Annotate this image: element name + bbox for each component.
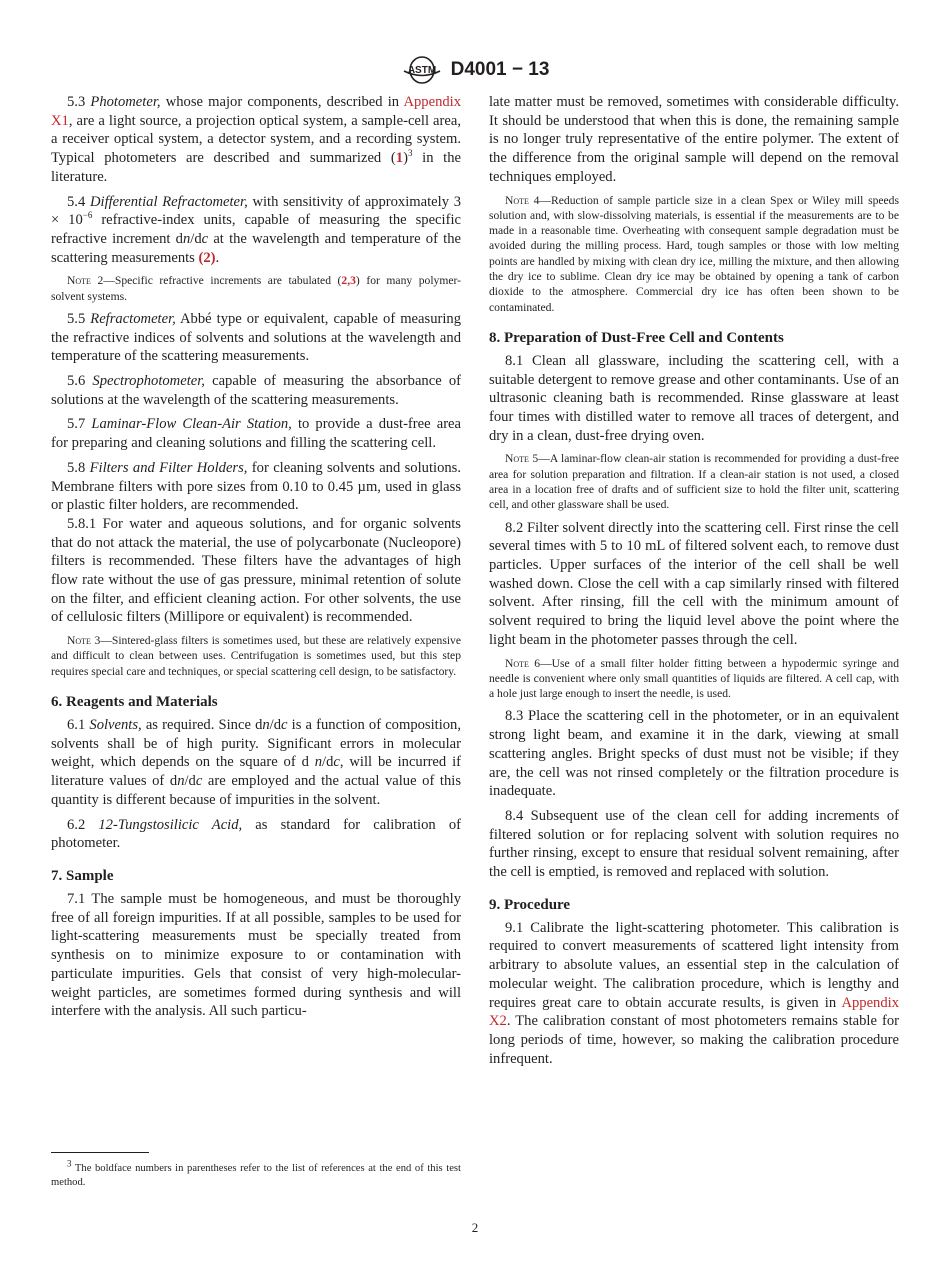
section-7-1-continued: late matter must be removed, sometimes with considerable difficulty. It should be understood that when this is done, the remaining sample is no longer truly representative of the entire polymer. The extent of the difference from the original sample will depend on the removal techniques employed.: [489, 94, 899, 185]
footnote-3-marker: 3: [407, 148, 413, 159]
section-9-1: 9.1 Calibrate the light-scattering photometer. This calibration is required to convert measurements of scattered light intensity from arbitrary to absolute values, an essential step in the calculation of molecular weight. The calibration procedure, which is lengthy and requires great care to obtain accurate results, is given in Appendix X2. The calibration constant of most photometers remains stable for long periods of time, however, so making the calibration procedure infrequent.: [489, 919, 899, 1067]
section-5-3: 5.3 Photometer, whose major components, described in Appendix X1, are a light source, a projection optical system, a sample-cell area, a receiver optical system, a detector system, and a recording system. Typical photometers are described and summarized $(1)^3$ in the literature.: [51, 94, 462, 185]
appendix-x2-link[interactable]: Appendix X2: [489, 994, 899, 1030]
note-5: Note 5—A laminar-flow clean-air station is recommended for providing a dust-free area for solution preparation and filtration. If a clean-air station is not used, a closed area in a location free of drafts and of sufficient size to hold the filter unit, scattering cell, and other glassware shall be used.: [489, 452, 900, 512]
right-column: [489, 93, 899, 1074]
section-5-4: 5.4 Differential Refractometer, with sensitivity of approximately $3 \times 10^{-6}$ refractive-index units, capable of measuring the specific refractive increment dn/dc at the wavelength and temperature of the scattering measurements (2).: [51, 193, 462, 266]
page-number: 2: [471, 1220, 479, 1235]
section-7-1: 7.1 The sample must be homogeneous, and must be thoroughly free of all foreign impurities. If at all possible, samples to be used for light-scattering measurements must be specially treated from synthesis on to minimize exposure to or contamination with particulate impurities. Gels that consist of very high-molecular-weight particles, are sometimes formed during synthesis and will interfere with the analysis. All such particu-: [51, 890, 461, 1020]
note-6: Note 6—Use of a small filter holder fitting between a hypodermic syringe and needle is convenient where only small quantities of liquids are filtered. A cell cap, with a hole just large enough to insert the needle, is used.: [489, 656, 899, 701]
reference-1-link[interactable]: 1: [395, 150, 404, 167]
section-8-3: 8.3 Place the scattering cell in the photometer, or in an equivalent strong light beam, and examine it in the dark, viewing at small scattering angles. Bright specks of dust must not be visible; if they are, the cell was not rinsed completely or the filtration procedure is inadequate.: [489, 708, 899, 800]
reference-2-3-link[interactable]: 2,3: [341, 274, 356, 288]
section-5-8-1: 5.8.1 For water and aqueous solutions, and for organic solvents that do not attack the material, the use of polycarbonate (Nucleopore) filters is recommended. These filters have the advantages of high flow rate without the use of gas pressure, minimal retention of solute on the filter, and efficient cleaning action. For other solvents, the use of cellulosic filters (Millipore or equivalent) is recommended.: [51, 515, 461, 626]
section-6-heading: 6. Reagents and Materials: [51, 694, 218, 711]
footnote-3: $^3$ The boldface numbers in parentheses refer to the list of references at the end of this test method.: [51, 1158, 461, 1188]
left-column: [51, 93, 461, 1027]
section-7-heading: 7. Sample: [51, 867, 114, 884]
section-5-7: 5.7 Laminar-Flow Clean-Air Station, to provide a dust-free area for preparing and cleaning solutions and filling the scattering cell.: [51, 416, 462, 452]
section-8-2: 8.2 Filter solvent directly into the scattering cell. First rinse the cell several times with 5 to 10 mL of filtered solvent each, to remove dust particles. Upper surfaces of the interior of the cell shall be well washed down. Close the cell with a cap similarly rinsed with filtered solvent. After rinsing, fill the cell with the minimum amount of solvent required to bring the liquid level above the point where the light beam in the photometer passes through the cell.: [489, 519, 899, 648]
section-5-5: 5.5 Refractometer, Abbé type or equivalent, capable of measuring the refractive indices of solvents and solutions at the wavelength and temperature of the scattering measurements.: [51, 310, 461, 365]
astm-logo-icon: [401, 54, 443, 86]
section-8-4: 8.4 Subsequent use of the clean cell for adding increments of filtered solution or for replacing solvent with solution requires no further rinsing, except to ensure that residual solvent remaining, after the cell is emptied, is removed and replaced with solution.: [489, 807, 899, 881]
section-8-heading: 8. Preparation of Dust-Free Cell and Contents: [489, 329, 784, 346]
note-2: Note 2—Specific refractive increments are tabulated (2,3) for many polymer-solvent systems.: [51, 274, 461, 303]
page-header: [0, 54, 950, 86]
note-4: Note 4—Reduction of sample particle size in a clean Spex or Wiley mill speeds solution and, with slow-dissolving materials, is essential if the measurements are to be made in a reasonable time. Overheating with consequent sample degradation must be avoided during the milling process. Hard, tough samples or those with low melting points are handled by mixing with clean dry ice, milling the mixture, and then allowing the dry ice to sublime. Clean dry ice may be obtained by opening a tank of carbon dioxide to the atmosphere. Commercial dry ice has often been shown to be contaminated.: [489, 193, 899, 314]
section-8-1: 8.1 Clean all glassware, including the scattering cell, with a suitable detergent to remove grease and other contaminants. Use of an ultrasonic cleaning bath is recommended. Rinse glassware at least four times with distilled water to remove all traces of detergent, and dry in a clean, dust-free drying oven.: [489, 352, 899, 444]
reference-2-link[interactable]: (2): [198, 249, 216, 266]
svg-text:ASTM: ASTM: [407, 65, 436, 76]
section-6-1: 6.1 Solvents, as required. Since dn/dc is a function of composition, solvents shall be of high purity. Significant errors in molecular weight, which depends on the square of d n/dc, will be incurred if literature values of dn/dc are employed and the actual value of this quantity is different because of impurities in the solvent.: [51, 717, 461, 808]
section-5-6: 5.6 Spectrophotometer, capable of measuring the absorbance of solutions at the wavelength of the scattering measurements.: [51, 373, 461, 408]
section-9-heading: 9. Procedure: [489, 896, 571, 913]
footnote-divider: [51, 1152, 149, 1153]
section-6-2: 6.2 12-Tungstosilicic Acid, as standard for calibration of photometer.: [51, 816, 461, 852]
document-id: D4001 − 13: [450, 59, 550, 80]
note-3: Note 3—Sintered-glass filters is sometimes used, but these are relatively expensive and difficult to clean between uses. Centrifugation is sometimes used, but this step requires special care and techniques, or special scattering cell design, to be satisfactory.: [51, 634, 461, 678]
appendix-x1-link[interactable]: Appendix X1: [51, 94, 462, 129]
section-5-8: 5.8 Filters and Filter Holders, for cleaning solvents and solutions. Membrane filters with pore sizes from 0.10 to 0.45 µm, used in glass or plastic filter holders, are recommended.: [51, 459, 461, 514]
